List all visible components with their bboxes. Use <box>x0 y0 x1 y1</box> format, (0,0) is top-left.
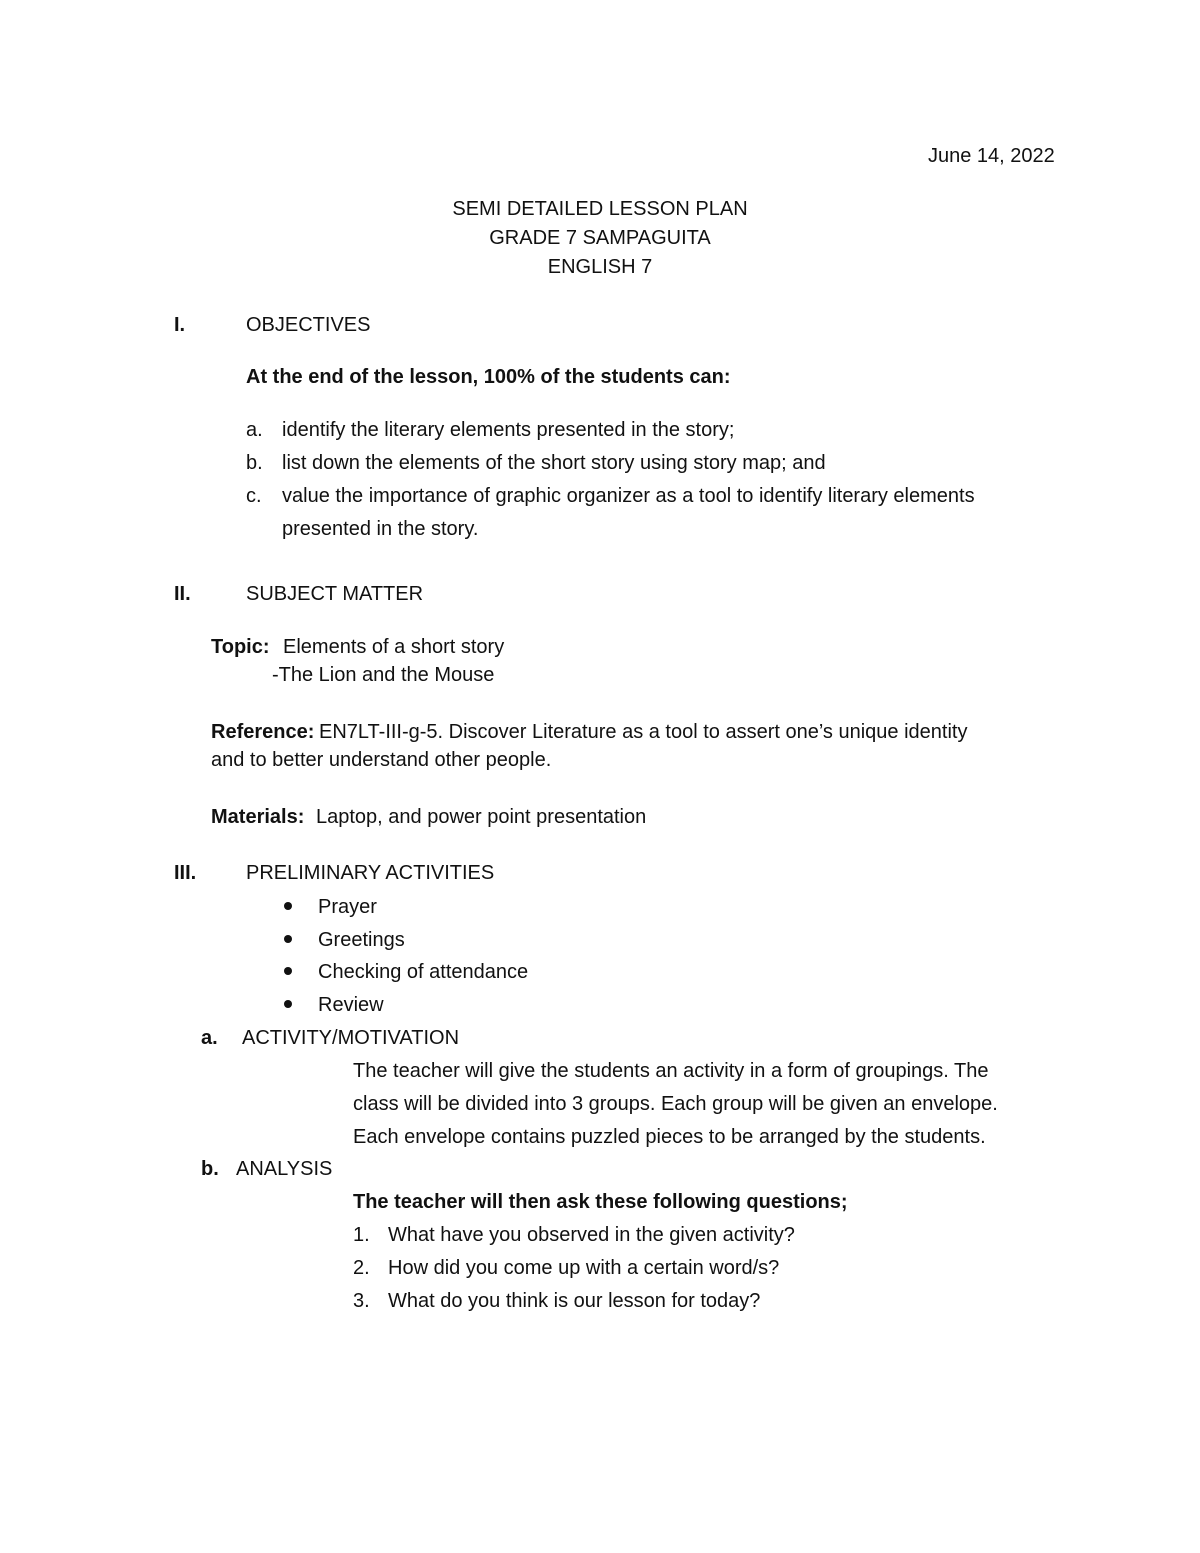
objectives-intro: At the end of the lesson, 100% of the students can: <box>246 366 731 388</box>
objective-marker: a. <box>246 419 263 441</box>
topic-value: Elements of a short story <box>283 636 505 658</box>
topic-label: Topic: <box>211 636 270 658</box>
objectives-heading: OBJECTIVES <box>246 314 371 336</box>
analysis-intro: The teacher will then ask these following questions; <box>353 1191 848 1213</box>
objective-text-continued: presented in the story. <box>282 518 479 540</box>
preliminary-heading: PRELIMINARY ACTIVITIES <box>246 862 495 884</box>
question-text: What have you observed in the given activity? <box>388 1224 795 1246</box>
preliminary-item: Review <box>318 994 384 1016</box>
reference-value-continued: and to better understand other people. <box>211 749 552 771</box>
materials-value: Laptop, and power point presentation <box>316 806 647 828</box>
topic-subtitle: -The Lion and the Mouse <box>272 664 495 686</box>
objective-text: list down the elements of the short story using story map; and <box>282 452 826 474</box>
objective-text: value the importance of graphic organizer as a tool to identify literary elements <box>282 485 975 507</box>
bullet-icon <box>284 1000 292 1008</box>
preliminary-numeral: III. <box>174 862 197 884</box>
objective-marker: b. <box>246 452 263 474</box>
question-marker: 1. <box>353 1224 370 1246</box>
document-date: June 14, 2022 <box>928 145 1055 167</box>
objectives-numeral: I. <box>174 314 186 336</box>
question-text: How did you come up with a certain word/s? <box>388 1257 780 1279</box>
activity-marker: a. <box>201 1027 218 1049</box>
reference-label: Reference: <box>211 721 315 743</box>
title-line-3: ENGLISH 7 <box>547 256 653 278</box>
bullet-icon <box>284 902 292 910</box>
activity-text: class will be divided into 3 groups. Each group will be given an envelope. <box>353 1093 998 1115</box>
objective-marker: c. <box>246 485 262 507</box>
subject-matter-heading: SUBJECT MATTER <box>246 583 424 605</box>
question-text: What do you think is our lesson for today? <box>388 1290 761 1312</box>
question-marker: 3. <box>353 1290 370 1312</box>
objective-text: identify the literary elements presented in the story; <box>282 419 735 441</box>
analysis-marker: b. <box>201 1158 219 1180</box>
preliminary-item: Checking of attendance <box>318 961 529 983</box>
preliminary-item: Prayer <box>318 896 377 918</box>
activity-text: Each envelope contains puzzled pieces to be arranged by the students. <box>353 1126 986 1148</box>
preliminary-item: Greetings <box>318 929 405 951</box>
subject-matter-numeral: II. <box>174 583 191 605</box>
question-marker: 2. <box>353 1257 370 1279</box>
reference-value: EN7LT-III-g-5. Discover Literature as a tool to assert one’s unique identity <box>319 721 968 743</box>
materials-label: Materials: <box>211 806 305 828</box>
title-line-2: GRADE 7 SAMPAGUITA <box>489 227 711 249</box>
analysis-heading: ANALYSIS <box>236 1158 333 1180</box>
activity-heading: ACTIVITY/MOTIVATION <box>242 1027 460 1049</box>
bullet-icon <box>284 967 292 975</box>
activity-text: The teacher will give the students an activity in a form of groupings. The <box>353 1060 989 1082</box>
title-line-1: SEMI DETAILED LESSON PLAN <box>452 198 748 220</box>
bullet-icon <box>284 935 292 943</box>
